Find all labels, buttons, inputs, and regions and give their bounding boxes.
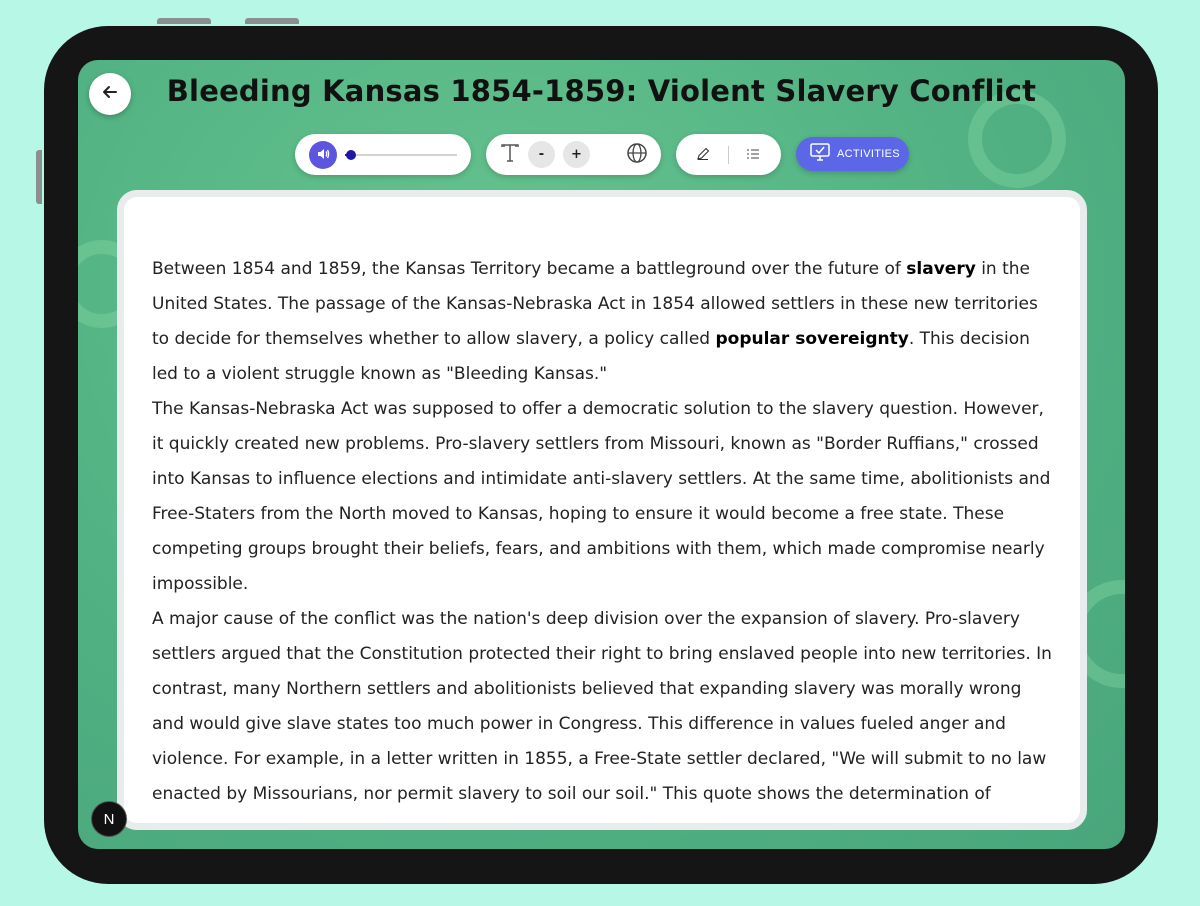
reading-card xyxy=(117,190,1087,830)
activities-button[interactable] xyxy=(796,137,909,171)
device-power-button xyxy=(245,18,299,24)
article-paragraph: The Kansas-Nebraska Act was supposed to offer a democratic solution to the slavery question. However, it quickly created new problems. Pro-slavery settlers from Missouri, known as "Border Ruffians," crossed into Kansas to influence elections and intimidate anti-slavery settlers. At the same time, abolitionists and Free-Staters from the North moved to Kansas, hoping to ensure it would become a free state. These competing groups brought their beliefs, fears, and ambitions with them, which made compromise nearly impossible. xyxy=(152,399,1051,594)
language-button[interactable] xyxy=(625,143,649,167)
device-side-button xyxy=(36,150,42,204)
activities-label: ACTIVITIES xyxy=(837,148,900,160)
globe-icon xyxy=(626,142,648,168)
toolbar-divider xyxy=(728,146,729,164)
pencil-icon xyxy=(696,146,710,165)
play-audio-button[interactable] xyxy=(309,141,337,169)
dev-tools-badge[interactable]: N xyxy=(91,801,127,837)
audio-progress-slider[interactable] xyxy=(345,154,457,156)
article-paragraph xyxy=(152,252,1057,392)
device-volume-button xyxy=(157,18,211,24)
article-body xyxy=(152,252,1057,812)
outline-button[interactable] xyxy=(744,146,762,164)
paragraph-text: Between 1854 and 1859, the Kansas Territory became a battleground over the future of xyxy=(152,259,907,279)
annotation-tools xyxy=(676,134,781,175)
speaker-icon xyxy=(316,146,330,165)
text-format-icon xyxy=(499,142,521,168)
text-style-button[interactable] xyxy=(498,143,522,167)
audio-player xyxy=(295,134,471,175)
highlight-button[interactable] xyxy=(694,146,712,164)
page-title: Bleeding Kansas 1854-1859: Violent Slavery Conflict xyxy=(166,74,1037,108)
app-screen xyxy=(78,60,1125,849)
vocabulary-term[interactable]: popular sovereignty xyxy=(715,329,909,349)
vocabulary-term[interactable]: slavery xyxy=(906,259,976,279)
increase-font-button[interactable]: + xyxy=(563,141,590,168)
paragraph-text: in the United States. The passage of the Kansas-Nebraska Act in 1854 allowed settlers in these new territories to decide for themselves whether to allow slavery, a policy called xyxy=(152,259,1038,349)
audio-progress-thumb[interactable] xyxy=(346,150,356,160)
decrease-font-button[interactable]: - xyxy=(528,141,555,168)
paragraph-text: . This decision led to a violent struggle known as "Bleeding Kansas." xyxy=(152,329,1030,384)
monitor-check-icon xyxy=(810,143,830,165)
text-controls xyxy=(486,134,661,175)
article-paragraph: A major cause of the conflict was the nation's deep division over the expansion of slavery. Pro-slavery settlers argued that the Constitution protected their right to bring enslaved people into new territories. In contrast, many Northern settlers and abolitionists believed that expanding slavery was morally wrong and would give slave states too much power in Congress. This difference in values fueled anger and violence. For example, in a letter written in 1855, a Free-State settler declared, "We will submit to no law enacted by Missourians, nor permit slavery to soil our soil." This quote shows the determination of xyxy=(152,609,1052,804)
list-icon xyxy=(746,146,760,165)
